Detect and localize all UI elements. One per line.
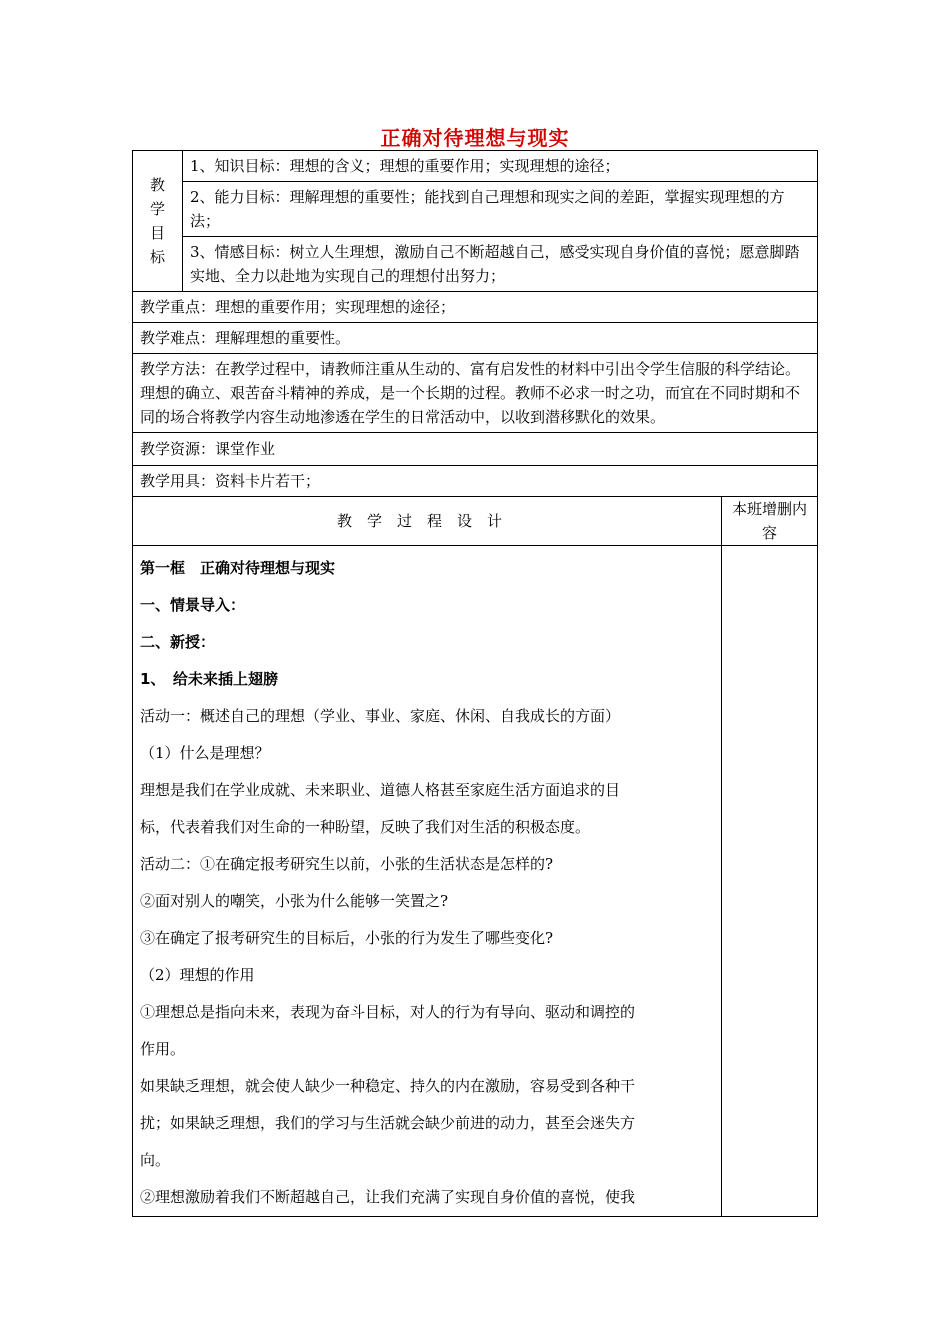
objective-ability: 2、能力目标：理解理想的重要性；能找到自己理想和现实之间的差距，掌握实现理想的方法； (183, 182, 818, 237)
process-line: （1）什么是理想？ (140, 744, 270, 762)
process-line: ②面对别人的嘲笑，小张为什么能够一笑置之? (140, 892, 449, 910)
side-notes-cell (721, 546, 817, 1217)
section-heading: 一、情景导入： (140, 596, 246, 614)
document-title: 正确对待理想与现实 (380, 126, 570, 150)
process-line: 理想是我们在学业成就、未来职业、道德人格甚至家庭生活方面追求的目 (140, 781, 621, 799)
process-line: 活动二：①在确定报考研究生以前，小张的生活状态是怎样的? (140, 855, 554, 873)
difficulty: 教学难点：理解理想的重要性。 (133, 323, 818, 354)
process-line: 作用。 (140, 1040, 186, 1058)
teaching-resources: 教学资源：课堂作业 (133, 433, 818, 466)
key-points: 教学重点：理想的重要作用；实现理想的途径； (133, 292, 818, 323)
process-header: 教学过程设计 (133, 497, 722, 546)
objectives-label-char: 标 (149, 248, 165, 266)
objectives-label-char: 学 (149, 200, 165, 218)
process-line: （2）理想的作用 (140, 966, 255, 984)
process-line: 活动一：概述自己的理想（学业、事业、家庭、休闲、自我成长的方面） (140, 707, 621, 725)
objectives-label-char: 目 (149, 224, 165, 242)
objective-knowledge: 1、知识目标：理想的含义；理想的重要作用；实现理想的途径； (183, 151, 818, 182)
process-line: 如果缺乏理想，就会使人缺少一种稳定、持久的内在激励，容易受到各种干 (140, 1077, 636, 1095)
teaching-method: 教学方法：在教学过程中，请教师注重从生动的、富有启发性的材料中引出令学生信服的科学结论。理想的确立、艰苦奋斗精神的养成，是一个长期的过程。教师不必求一时之功，而宜在不同时期和不同的场合将教学内容生动地渗透在学生的日常活动中，以收到潜移默化的效果。 (133, 354, 818, 433)
process-line: 扰；如果缺乏理想，我们的学习与生活就会缺少前进的动力，甚至会迷失方 (140, 1114, 636, 1132)
side-header: 本班增删内容 (721, 497, 817, 546)
process-line: ②理想激励着我们不断超越自己，让我们充满了实现自身价值的喜悦，使我 (140, 1188, 636, 1206)
process-line: 标，代表着我们对生命的一种盼望，反映了我们对生活的积极态度。 (140, 818, 591, 836)
section-heading: 二、新授： (140, 633, 216, 651)
objectives-label-char: 教 (149, 176, 165, 194)
section-heading: 第一框 正确对待理想与现实 (140, 559, 336, 577)
objective-emotion: 3、情感目标：树立人生理想，激励自己不断超越自己，感受实现自身价值的喜悦；愿意脚踏实地、全力以赴地为实现自己的理想付出努力； (183, 237, 818, 292)
section-heading: 1、 给未来插上翅膀 (140, 670, 278, 688)
teaching-tools: 教学用具：资料卡片若干； (133, 466, 818, 497)
process-line: ①理想总是指向未来，表现为奋斗目标，对人的行为有导向、驱动和调控的 (140, 1003, 636, 1021)
process-line: ③在确定了报考研究生的目标后，小张的行为发生了哪些变化? (140, 929, 554, 947)
objectives-label (133, 151, 183, 292)
process-line: 向。 (140, 1151, 171, 1169)
process-content (133, 546, 722, 1217)
lesson-plan-table (132, 150, 818, 1217)
